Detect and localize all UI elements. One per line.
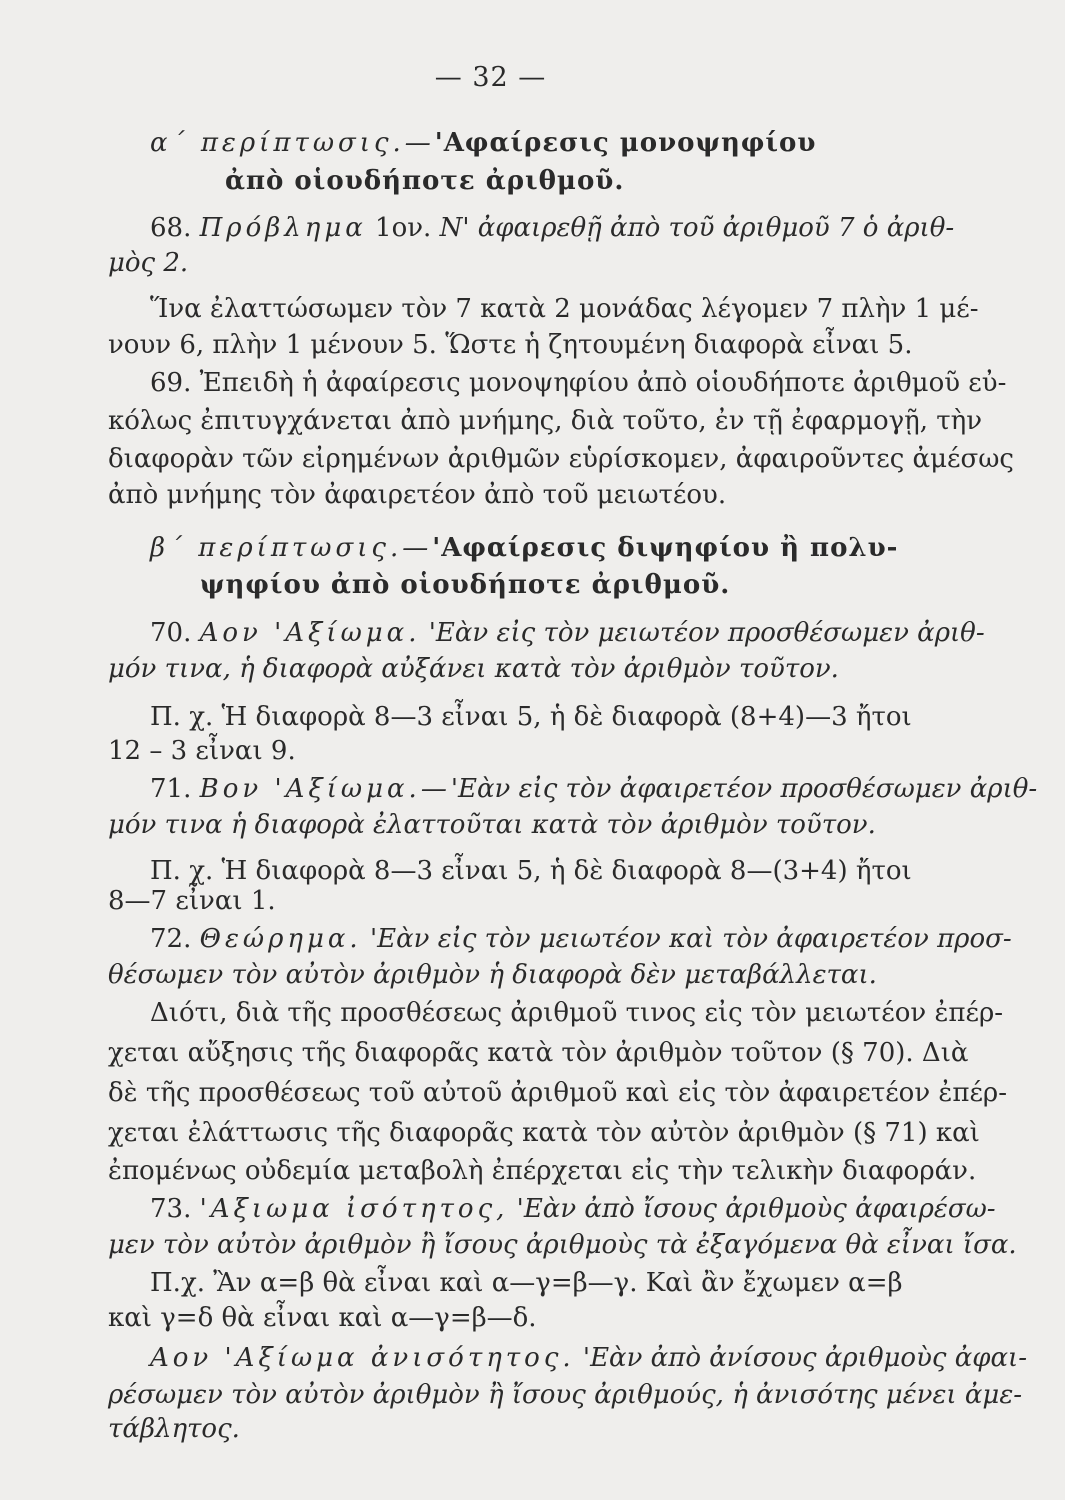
text-run: Ἵνα ἐλαττώσωμεν τὸν 7 κατὰ 2 μονάδας λέγομεν 7 πλὴν 1 μέ- (150, 294, 979, 324)
text-line (150, 774, 1038, 804)
text-line (150, 1270, 990, 1296)
text-run: νουν 6, πλὴν 1 μένουν 5. Ὥστε ἡ ζητουμένη διαφορὰ εἶναι 5. (108, 330, 913, 360)
text-run: τάβλητος. (108, 1414, 240, 1444)
text-line (108, 1380, 1023, 1410)
text-run: Αον 'Αξίωμα. (199, 618, 421, 648)
text-run: ἀπὸ οἱουδήποτε ἀριθμοῦ. (225, 166, 625, 196)
text-run: μὸς 2. (108, 248, 189, 278)
text-run: 12 – 3 εἶναι 9. (108, 736, 296, 766)
text-line (108, 332, 948, 358)
text-line (108, 812, 948, 838)
text-run: 'Εὰν εἰς τὸν μειωτέον καὶ τὸν ἀφαιρετέον προσ- (361, 924, 1012, 954)
text-run: Π. χ. Ἡ διαφορὰ 8—3 εἶναι 5, ἡ δὲ διαφορὰ (8+4)—3 ἤτοι (150, 702, 912, 732)
text-line (108, 1230, 1017, 1260)
text-run: 68. (150, 213, 200, 243)
text-run: 'Εὰν εἰς τὸν μειωτέον προσθέσωμεν ἀριθ- (420, 618, 985, 648)
text-run: ρέσωμεν τὸν αὐτὸν ἀριθμὸν ἢ ἴσους ἀριθμούς, ἡ ἀνισότης μένει ἀμε- (108, 1380, 1023, 1410)
text-run: χεται ἐλάττωσις τῆς διαφορᾶς κατὰ τὸν αὐτὸν ἀριθμὸν (§ 71) καὶ (108, 1118, 980, 1148)
text-line (150, 535, 990, 561)
text-run: δὲ τῆς προσθέσεως τοῦ αὐτοῦ ἀριθμοῦ καὶ εἰς τὸν ἀφαιρετέον ἐπέρ- (108, 1078, 1007, 1108)
text-line (150, 1194, 996, 1224)
text-run: 'Εὰν ἀπὸ ἴσους ἀριθμοὺς ἀφαιρέσω- (508, 1194, 996, 1224)
text-line (150, 368, 1007, 398)
text-line (108, 250, 948, 276)
text-line (108, 656, 948, 682)
text-line (108, 738, 948, 764)
text-line (108, 962, 948, 988)
text-run: 1ον. (366, 213, 440, 243)
page-number: — 32 — (434, 62, 547, 93)
text-run: 73. (150, 1194, 200, 1224)
text-line (108, 1305, 948, 1331)
text-run: Θεώρημα. (199, 924, 362, 954)
text-run: μεν τὸν αὐτὸν ἀριθμὸν ἢ ἴσους ἀριθμοὺς τὰ ἐξαγόμενα θὰ εἶναι ἴσα. (108, 1230, 1017, 1260)
text-run: α΄ περίπτωσις.— (150, 128, 435, 158)
text-run: Διότι, διὰ τῆς προσθέσεως ἀριθμοῦ τινος εἰς τὸν μειωτέον ἐπέρ- (150, 998, 1004, 1028)
text-line (150, 620, 990, 646)
text-line (108, 482, 948, 508)
text-line (150, 998, 1004, 1028)
text-run: 71. (150, 774, 200, 804)
text-run: χεται αὔξησις τῆς διαφορᾶς κατὰ τὸν ἀριθμὸν τοῦτον (§ 70). Διὰ (108, 1038, 969, 1068)
text-line (150, 858, 990, 884)
text-run: Αον 'Αξίωμα ἀνισότητος. (150, 1343, 575, 1373)
text-run: Ν' ἀφαιρεθῇ ἀπὸ τοῦ ἀριθμοῦ 7 ὁ ἀριθ- (439, 213, 955, 243)
text-run: 69. Ἐπειδὴ ἡ ἀφαίρεσις μονοψηφίου ἀπὸ οἱουδήποτε ἀριθμοῦ εὐ- (150, 368, 1007, 398)
text-line (108, 444, 1014, 474)
text-line (108, 1118, 980, 1148)
text-line (150, 296, 990, 322)
text-run: Π.χ. Ἂν α=β θὰ εἶναι καὶ α—γ=β—γ. Καὶ ἂν ἔχωμεν α=β (150, 1268, 903, 1298)
text-line (150, 924, 1012, 954)
text-run: ψηφίου ἀπὸ οἱουδήποτε ἀριθμοῦ. (200, 570, 731, 600)
text-run: θέσωμεν τὸν αὐτὸν ἀριθμὸν ἡ διαφορὰ δὲν μεταβάλλεται. (108, 960, 877, 990)
text-run: καὶ γ=δ θὰ εἶναι καὶ α—γ=β—δ. (108, 1303, 537, 1333)
text-run: κόλως ἐπιτυγχάνεται ἀπὸ μνήμης, διὰ τοῦτο, ἐν τῇ ἐφαρμογῇ, τὴν (108, 406, 983, 436)
text-run: ἀπὸ μνήμης τὸν ἀφαιρετέον ἀπὸ τοῦ μειωτέου. (108, 480, 727, 510)
text-run: 'Αξιωμα ἰσότητος, (199, 1194, 509, 1224)
text-line (200, 572, 1040, 598)
text-run: Πρόβλημα (199, 213, 367, 243)
text-run: 72. (150, 924, 200, 954)
text-run: Βον 'Αξίωμα.— (199, 774, 451, 804)
text-line (150, 215, 990, 241)
text-run: β΄ περίπτωσις.— (150, 533, 433, 563)
text-run: Π. χ. Ἡ διαφορὰ 8—3 εἶναι 5, ἡ δὲ διαφορὰ 8—(3+4) ἤτοι (150, 856, 912, 886)
text-line (108, 888, 948, 914)
text-line (108, 1416, 948, 1442)
text-line (108, 1156, 977, 1186)
text-run: 'Εὰν ἀπὸ ἀνίσους ἀριθμοὺς ἀφαι- (574, 1343, 1028, 1373)
text-run: διαφορὰν τῶν εἰρημένων ἀριθμῶν εὑρίσκομεν, ἀφαιροῦντες ἀμέσως (108, 444, 1014, 474)
text-line (108, 1078, 1007, 1108)
text-run: μόν τινα ἡ διαφορὰ ἐλαττοῦται κατὰ τὸν ἀριθμὸν τοῦτον. (108, 810, 876, 840)
text-run: 'Αφαίρεσις μονοψηφίου (434, 128, 817, 158)
text-line (150, 130, 990, 156)
text-run: μόν τινα, ἡ διαφορὰ αὐξάνει κατὰ τὸν ἀριθμὸν τοῦτον. (108, 654, 839, 684)
text-run: 70. (150, 618, 200, 648)
text-line (108, 406, 983, 436)
text-line (225, 168, 1065, 194)
text-run: 'Αφαίρεσις διψηφίου ἢ πολυ- (432, 533, 899, 563)
text-run: ἐπομένως οὐδεμία μεταβολὴ ἐπέρχεται εἰς τὴν τελικὴν διαφοράν. (108, 1156, 977, 1186)
text-line (108, 1038, 969, 1068)
text-run: 8—7 εἶναι 1. (108, 886, 276, 916)
text-line (150, 1343, 1028, 1373)
text-line (150, 704, 990, 730)
text-run: 'Εὰν εἰς τὸν ἀφαιρετέον προσθέσωμεν ἀριθ- (450, 774, 1038, 804)
